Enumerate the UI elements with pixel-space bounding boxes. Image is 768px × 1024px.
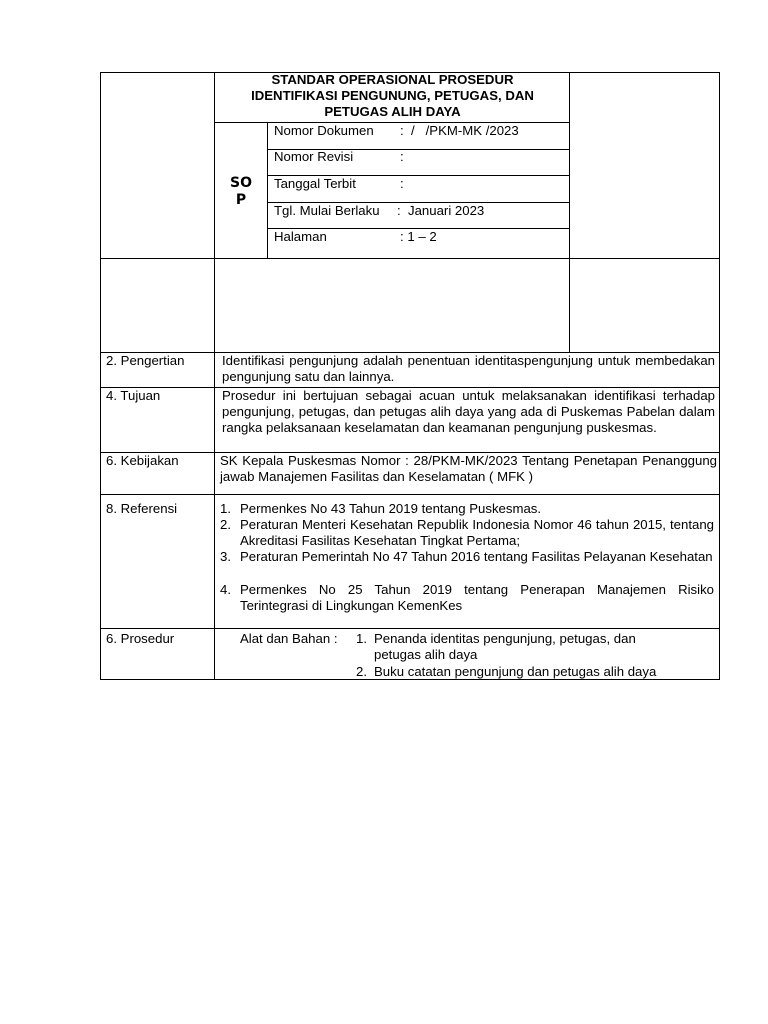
title-line-3: PETUGAS ALIH DAYA — [324, 104, 461, 119]
meta-halaman-value: : 1 – 2 — [400, 229, 437, 244]
sop-line-1: SO — [230, 175, 252, 191]
row-line-5 — [100, 628, 720, 629]
pengertian-label: 2. Pengertian — [106, 353, 185, 368]
referensi-item-3-number: 3. — [220, 549, 231, 564]
referensi-item-1-text: Permenkes No 43 Tahun 2019 tentang Puskesmas. — [240, 501, 542, 516]
prosedur-item-1-line-1: Penanda identitas pengunjung, petugas, dan — [374, 631, 636, 646]
title-line-2: IDENTIFIKASI PENGUNUNG, PETUGAS, DAN — [251, 88, 534, 103]
block-mid-right — [569, 258, 570, 353]
block-line-top — [100, 258, 720, 259]
document-title — [215, 72, 570, 120]
border-right-header — [719, 72, 720, 258]
body-left — [100, 352, 101, 680]
referensi-item-1-number: 1. — [220, 501, 231, 516]
block-left — [100, 258, 101, 353]
tujuan-text: Prosedur ini bertujuan sebagai acuan untuk melaksanakan identifikasi terhadap pengunjung, petugas, dan petugas alih daya yang ada di Puskemas Pabelan dalam rangka pelaksanaan keselamatan dan keamanan pengunjung puskesmas. — [222, 388, 715, 435]
divider-sop — [267, 122, 268, 258]
body-right — [719, 352, 720, 680]
body-divider — [214, 352, 215, 680]
block-right — [719, 258, 720, 353]
alat-bahan-label: Alat dan Bahan : — [240, 631, 338, 646]
row-line-4 — [100, 494, 720, 495]
prosedur-item-2-line-1: Buku catatan pengunjung dan petugas alih daya — [374, 664, 657, 679]
meta-mulai-berlaku-label: Tgl. Mulai Berlaku — [274, 203, 380, 218]
prosedur-item-1-number: 1. — [356, 631, 367, 646]
referensi-label: 8. Referensi — [106, 501, 178, 516]
referensi-item-2-text: Peraturan Menteri Kesehatan Republik Indonesia Nomor 46 tahun 2015, tentang Akreditasi Fasilitas Kesehatan Tingkat Pertama; — [240, 517, 714, 548]
meta-halaman-label: Halaman — [274, 229, 327, 244]
sop-label — [215, 175, 267, 209]
block-mid-left — [214, 258, 215, 353]
title-line-1: STANDAR OPERASIONAL PROSEDUR — [271, 72, 514, 87]
meta-nomor-dokumen-value: : / /PKM-MK /2023 — [400, 123, 519, 138]
meta-tanggal-terbit-label: Tanggal Terbit — [274, 176, 356, 191]
sop-line-2: P — [235, 192, 247, 208]
pengertian-text: Identifikasi pengunjung adalah penentuan identitaspengunjung untuk membedakan pengunjung satu dan lainnya. — [222, 353, 715, 384]
referensi-item-3-text: Peraturan Pemerintah No 47 Tahun 2016 tentang Fasilitas Pelayanan Kesehatan — [240, 549, 713, 564]
meta-nomor-revisi-label: Nomor Revisi — [274, 149, 354, 164]
referensi-item-4-text: Permenkes No 25 Tahun 2019 tentang Penerapan Manajemen Risiko Terintegrasi di Lingkungan KemenKes — [240, 582, 714, 613]
prosedur-item-2-number: 2. — [356, 664, 367, 679]
kebijakan-label: 6. Kebijakan — [106, 453, 179, 468]
prosedur-item-1-line-2: petugas alih daya — [374, 647, 478, 662]
kebijakan-text: SK Kepala Puskesmas Nomor : 28/PKM-MK/2023 Tentang Penetapan Penanggung jawab Manajemen Fasilitas dan Keselamatan ( MFK ) — [220, 453, 717, 484]
meta-nomor-dokumen-label: Nomor Dokumen — [274, 123, 374, 138]
meta-tanggal-terbit-value: : — [400, 176, 404, 191]
border-left-header — [100, 72, 101, 258]
referensi-item-4-number: 4. — [220, 582, 231, 597]
meta-nomor-revisi-value: : — [400, 149, 404, 164]
meta-mulai-berlaku-value: : Januari 2023 — [397, 203, 485, 218]
tujuan-label: 4. Tujuan — [106, 388, 161, 403]
prosedur-label: 6. Prosedur — [106, 631, 175, 646]
referensi-item-2-number: 2. — [220, 517, 231, 532]
